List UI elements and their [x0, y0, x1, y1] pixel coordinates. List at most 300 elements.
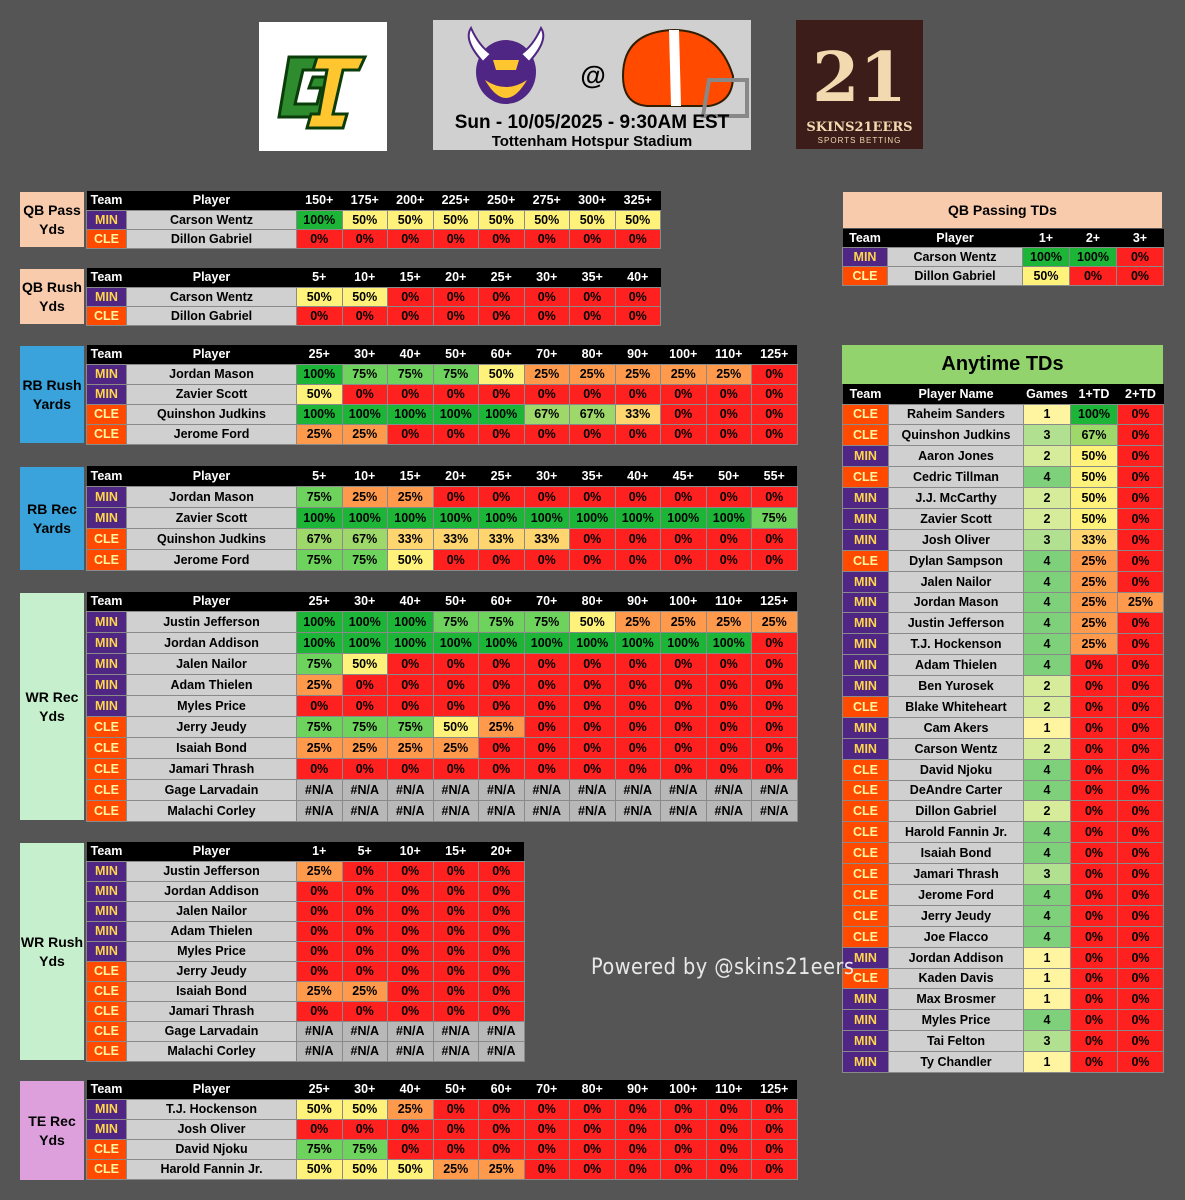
value-cell: 100%: [661, 632, 707, 653]
threshold-header: 35+: [570, 268, 616, 287]
threshold-header: 40+: [388, 345, 434, 364]
value-cell: 50%: [297, 1159, 343, 1179]
table-row: [843, 947, 1164, 968]
value-cell: 75%: [388, 716, 434, 737]
value-cell: 0%: [479, 486, 525, 507]
team-cell: MIN: [87, 486, 127, 507]
value-cell: 0%: [342, 306, 388, 325]
games-cell: 2: [1024, 676, 1071, 697]
value-cell: 67%: [297, 528, 343, 549]
value-cell: 0%: [1118, 989, 1164, 1010]
threshold-header: 3+: [1117, 229, 1164, 247]
table-row: [843, 634, 1164, 655]
team-cell: MIN: [87, 507, 127, 528]
value-cell: 0%: [706, 486, 752, 507]
threshold-header: 90+: [615, 592, 661, 611]
value-cell: 0%: [1118, 1052, 1164, 1073]
player-header: Player: [127, 191, 297, 210]
value-cell: 0%: [342, 384, 388, 404]
player-cell: Jerome Ford: [127, 549, 297, 570]
value-cell: 0%: [1118, 550, 1164, 571]
value-cell: 0%: [570, 1139, 616, 1159]
value-cell: 0%: [706, 1119, 752, 1139]
value-cell: 100%: [297, 632, 343, 653]
value-cell: 50%: [1071, 488, 1118, 509]
value-cell: 0%: [479, 1001, 525, 1021]
value-cell: 0%: [524, 549, 570, 570]
player-cell: Jerome Ford: [127, 424, 297, 444]
wr-rec-grid: [86, 592, 798, 822]
player-cell: Tai Felton: [889, 1031, 1024, 1052]
games-cell: 3: [1024, 425, 1071, 446]
value-cell: 0%: [1118, 738, 1164, 759]
threshold-header: 25+: [297, 592, 343, 611]
value-cell: 0%: [433, 287, 479, 306]
player-cell: Myles Price: [889, 1010, 1024, 1031]
value-cell: 100%: [524, 632, 570, 653]
value-cell: 50%: [570, 210, 616, 229]
value-cell: 33%: [479, 528, 525, 549]
team-cell: MIN: [843, 1052, 889, 1073]
value-cell: 33%: [1071, 529, 1118, 550]
team-header: Team: [87, 466, 127, 486]
rb-rush-label: RB Rush Yards: [19, 345, 85, 444]
value-cell: 50%: [342, 653, 388, 674]
team-cell: MIN: [87, 384, 127, 404]
team-cell: CLE: [843, 550, 889, 571]
games-header: Games: [1024, 384, 1071, 404]
value-cell: 0%: [570, 716, 616, 737]
value-cell: 0%: [433, 981, 479, 1001]
value-cell: 0%: [479, 229, 525, 248]
games-cell: 3: [1024, 1031, 1071, 1052]
value-cell: 75%: [479, 611, 525, 632]
value-cell: 0%: [297, 1001, 343, 1021]
value-cell: 0%: [1118, 676, 1164, 697]
value-cell: 25%: [342, 424, 388, 444]
team-cell: CLE: [87, 961, 127, 981]
value-cell: 0%: [524, 424, 570, 444]
value-cell: 0%: [706, 674, 752, 695]
value-cell: 0%: [661, 424, 707, 444]
value-cell: 0%: [615, 1119, 661, 1139]
threshold-header: 30+: [342, 1080, 388, 1099]
value-cell: 0%: [752, 716, 798, 737]
header-row: [87, 842, 525, 861]
value-cell: 0%: [570, 287, 616, 306]
value-cell: 0%: [570, 653, 616, 674]
table-row: [87, 921, 525, 941]
logo-sub: SPORTS BETTING: [817, 136, 902, 145]
player-cell: J.J. McCarthy: [889, 488, 1024, 509]
value-cell: 0%: [615, 737, 661, 758]
player-cell: Jamari Thrash: [127, 758, 297, 779]
header-row: [843, 384, 1164, 404]
table-row: [87, 1159, 798, 1179]
value-cell: 100%: [615, 632, 661, 653]
value-cell: 25%: [661, 364, 707, 384]
value-cell: 0%: [297, 881, 343, 901]
table-row: [87, 674, 798, 695]
value-cell: 0%: [706, 1099, 752, 1119]
threshold-header: 325+: [615, 191, 661, 210]
value-cell: 0%: [706, 653, 752, 674]
wr-rush-grid: [86, 842, 525, 1062]
value-cell: 0%: [615, 1159, 661, 1179]
threshold-header: 80+: [570, 592, 616, 611]
games-cell: 4: [1024, 467, 1071, 488]
value-cell: 75%: [342, 364, 388, 384]
value-cell: 100%: [1023, 247, 1070, 266]
team-cell: CLE: [843, 780, 889, 801]
value-cell: 0%: [570, 384, 616, 404]
games-cell: 4: [1024, 550, 1071, 571]
value-cell: 0%: [433, 229, 479, 248]
value-cell: 0%: [615, 758, 661, 779]
value-cell: 75%: [342, 716, 388, 737]
vikings-logo-icon: [469, 28, 544, 104]
player-cell: Gage Larvadain: [127, 779, 297, 800]
value-cell: 0%: [433, 901, 479, 921]
value-cell: #N/A: [479, 779, 525, 800]
value-cell: 0%: [524, 1099, 570, 1119]
table-row: [87, 384, 798, 404]
table-row: [843, 989, 1164, 1010]
value-cell: 50%: [342, 1099, 388, 1119]
table-row: [843, 446, 1164, 467]
value-cell: 25%: [615, 611, 661, 632]
player-cell: Blake Whiteheart: [889, 696, 1024, 717]
value-cell: 0%: [388, 1139, 434, 1159]
wr-rec-label: WR Rec Yds: [19, 592, 85, 821]
games-cell: 4: [1024, 905, 1071, 926]
value-cell: 50%: [342, 210, 388, 229]
team-cell: MIN: [87, 632, 127, 653]
value-cell: 100%: [297, 611, 343, 632]
team-cell: CLE: [87, 779, 127, 800]
value-cell: #N/A: [342, 1041, 388, 1061]
player-cell: Jerry Jeudy: [127, 961, 297, 981]
threshold-header: 15+: [388, 466, 434, 486]
value-cell: 0%: [661, 384, 707, 404]
value-cell: 0%: [388, 287, 434, 306]
qb-rush-grid: [86, 268, 661, 326]
games-cell: 4: [1024, 780, 1071, 801]
table-row: [87, 1001, 525, 1021]
value-cell: 0%: [479, 758, 525, 779]
value-cell: 0%: [661, 1099, 707, 1119]
value-cell: 25%: [524, 364, 570, 384]
threshold-header: 175+: [342, 191, 388, 210]
threshold-header: 50+: [433, 592, 479, 611]
player-cell: David Njoku: [889, 759, 1024, 780]
value-cell: 50%: [1071, 446, 1118, 467]
value-cell: 0%: [342, 1001, 388, 1021]
team-cell: CLE: [843, 425, 889, 446]
player-cell: Quinshon Judkins: [127, 528, 297, 549]
player-cell: Harold Fannin Jr.: [127, 1159, 297, 1179]
threshold-header: 125+: [752, 592, 798, 611]
team-cell: CLE: [87, 549, 127, 570]
anytime-tds-grid: [842, 384, 1164, 1073]
value-cell: #N/A: [433, 800, 479, 821]
header-row: [87, 1080, 798, 1099]
table-row: [843, 759, 1164, 780]
threshold-header: 5+: [342, 842, 388, 861]
team-header: Team: [843, 384, 889, 404]
player-cell: Malachi Corley: [127, 1041, 297, 1061]
games-cell: 1: [1024, 404, 1071, 425]
threshold-header: 25+: [297, 345, 343, 364]
value-cell: 0%: [479, 674, 525, 695]
player-cell: Zavier Scott: [127, 507, 297, 528]
value-cell: 0%: [1118, 843, 1164, 864]
table-row: [843, 613, 1164, 634]
threshold-header: 15+: [433, 842, 479, 861]
value-cell: 0%: [524, 695, 570, 716]
skins21eers-logo: [796, 20, 923, 149]
value-cell: 0%: [661, 737, 707, 758]
games-cell: 2: [1024, 488, 1071, 509]
table-row: [87, 981, 525, 1001]
value-cell: 25%: [1118, 592, 1164, 613]
value-cell: 0%: [706, 424, 752, 444]
value-cell: 0%: [615, 528, 661, 549]
table-row: [87, 695, 798, 716]
table-row: [843, 247, 1164, 266]
value-cell: 100%: [433, 632, 479, 653]
value-cell: 0%: [433, 1001, 479, 1021]
games-cell: 4: [1024, 613, 1071, 634]
value-cell: 0%: [433, 1099, 479, 1119]
value-cell: 25%: [1071, 571, 1118, 592]
team-header: Team: [843, 229, 888, 247]
player-cell: Adam Thielen: [889, 655, 1024, 676]
player-cell: Kaden Davis: [889, 968, 1024, 989]
value-cell: 0%: [342, 881, 388, 901]
player-cell: Gage Larvadain: [127, 1021, 297, 1041]
threshold-header: 25+: [297, 1080, 343, 1099]
value-cell: 0%: [1071, 738, 1118, 759]
player-cell: Carson Wentz: [127, 287, 297, 306]
threshold-header: 15+: [388, 268, 434, 287]
player-cell: Adam Thielen: [127, 674, 297, 695]
player-cell: Justin Jefferson: [889, 613, 1024, 634]
rb-rush-grid: [86, 345, 798, 445]
table-row: [87, 961, 525, 981]
value-cell: 0%: [706, 758, 752, 779]
team-cell: MIN: [843, 655, 889, 676]
threshold-header: 70+: [524, 1080, 570, 1099]
threshold-header: 60+: [479, 345, 525, 364]
value-cell: 67%: [1071, 425, 1118, 446]
value-cell: 0%: [479, 287, 525, 306]
value-cell: 75%: [433, 364, 479, 384]
table-row: [87, 779, 798, 800]
team-cell: MIN: [87, 287, 127, 306]
games-cell: 4: [1024, 655, 1071, 676]
value-cell: 0%: [388, 653, 434, 674]
player-cell: Jordan Addison: [889, 947, 1024, 968]
value-cell: 0%: [570, 1099, 616, 1119]
threshold-header: 90+: [615, 345, 661, 364]
value-cell: 0%: [524, 653, 570, 674]
team-cell: CLE: [87, 716, 127, 737]
table-row: [843, 467, 1164, 488]
value-cell: 0%: [479, 424, 525, 444]
value-cell: 0%: [752, 1119, 798, 1139]
threshold-header: 10+: [342, 466, 388, 486]
value-cell: 0%: [479, 737, 525, 758]
value-cell: 0%: [433, 486, 479, 507]
value-cell: 0%: [479, 306, 525, 325]
games-cell: 3: [1024, 864, 1071, 885]
value-cell: 100%: [615, 507, 661, 528]
value-cell: 0%: [1118, 467, 1164, 488]
value-cell: 75%: [752, 507, 798, 528]
value-cell: 100%: [388, 632, 434, 653]
value-cell: 50%: [388, 549, 434, 570]
table-row: [87, 306, 661, 325]
value-cell: 0%: [570, 549, 616, 570]
value-cell: 0%: [524, 737, 570, 758]
value-cell: 50%: [1071, 467, 1118, 488]
value-cell: 0%: [1071, 905, 1118, 926]
threshold-header: 100+: [661, 592, 707, 611]
games-cell: 1: [1024, 947, 1071, 968]
value-cell: #N/A: [297, 779, 343, 800]
games-cell: 1: [1024, 968, 1071, 989]
player-cell: Dillon Gabriel: [889, 801, 1024, 822]
team-cell: CLE: [843, 884, 889, 905]
value-cell: 0%: [1071, 676, 1118, 697]
value-cell: 0%: [570, 229, 616, 248]
value-cell: #N/A: [615, 800, 661, 821]
table-row: [843, 529, 1164, 550]
player-cell: Isaiah Bond: [889, 843, 1024, 864]
player-cell: Myles Price: [127, 695, 297, 716]
game-date: Sun - 10/05/2025 - 9:30AM EST: [454, 112, 730, 133]
value-cell: 0%: [752, 737, 798, 758]
value-cell: 0%: [433, 653, 479, 674]
threshold-header: 10+: [388, 842, 434, 861]
threshold-header: 50+: [433, 345, 479, 364]
value-cell: 0%: [752, 384, 798, 404]
value-cell: 0%: [479, 961, 525, 981]
player-cell: Jerry Jeudy: [889, 905, 1024, 926]
value-cell: 0%: [479, 981, 525, 1001]
value-cell: 0%: [752, 674, 798, 695]
team-cell: MIN: [87, 881, 127, 901]
value-cell: 0%: [297, 921, 343, 941]
player-cell: Zavier Scott: [127, 384, 297, 404]
value-cell: 25%: [342, 737, 388, 758]
player-cell: Zavier Scott: [889, 508, 1024, 529]
game-venue: Tottenham Hotspur Stadium: [491, 133, 693, 150]
table-row: [87, 210, 661, 229]
value-cell: 0%: [570, 737, 616, 758]
value-cell: 33%: [524, 528, 570, 549]
team-cell: CLE: [87, 1021, 127, 1041]
value-cell: 0%: [615, 674, 661, 695]
value-cell: 0%: [433, 961, 479, 981]
player-cell: Jamari Thrash: [889, 864, 1024, 885]
value-cell: 25%: [1071, 613, 1118, 634]
threshold-header: 2+: [1070, 229, 1117, 247]
player-cell: Jordan Mason: [127, 486, 297, 507]
value-cell: 0%: [661, 653, 707, 674]
value-cell: 0%: [1071, 864, 1118, 885]
value-cell: 0%: [433, 941, 479, 961]
threshold-header: 275+: [524, 191, 570, 210]
value-cell: 25%: [433, 1159, 479, 1179]
value-cell: 50%: [1071, 508, 1118, 529]
threshold-header: 150+: [297, 191, 343, 210]
threshold-header: 110+: [706, 345, 752, 364]
value-cell: 0%: [1118, 884, 1164, 905]
table-row: [87, 881, 525, 901]
value-cell: 0%: [388, 674, 434, 695]
value-cell: 0%: [524, 1139, 570, 1159]
value-cell: 0%: [342, 861, 388, 881]
value-cell: 0%: [342, 1119, 388, 1139]
value-cell: 0%: [433, 758, 479, 779]
table-row: [87, 941, 525, 961]
team-cell: MIN: [87, 695, 127, 716]
value-cell: 50%: [342, 287, 388, 306]
value-cell: 0%: [1071, 696, 1118, 717]
threshold-header: 20+: [479, 842, 525, 861]
table-row: [87, 716, 798, 737]
games-cell: 2: [1024, 508, 1071, 529]
value-cell: #N/A: [433, 1041, 479, 1061]
table-row: [87, 1041, 525, 1061]
value-cell: #N/A: [388, 1041, 434, 1061]
value-cell: 0%: [1118, 1010, 1164, 1031]
value-cell: 0%: [1117, 266, 1164, 285]
value-cell: 0%: [1118, 801, 1164, 822]
value-cell: 0%: [433, 306, 479, 325]
team-cell: MIN: [843, 508, 889, 529]
value-cell: 0%: [388, 306, 434, 325]
table-row: [87, 486, 798, 507]
value-cell: 0%: [752, 404, 798, 424]
value-cell: #N/A: [479, 1041, 525, 1061]
value-cell: 0%: [615, 653, 661, 674]
value-cell: 0%: [479, 861, 525, 881]
value-cell: 75%: [297, 716, 343, 737]
threshold-header: 125+: [752, 345, 798, 364]
value-cell: 0%: [752, 695, 798, 716]
table-row: [843, 843, 1164, 864]
value-cell: 0%: [615, 486, 661, 507]
table-row: [87, 287, 661, 306]
value-cell: 0%: [1118, 947, 1164, 968]
value-cell: 25%: [706, 611, 752, 632]
value-cell: 0%: [297, 758, 343, 779]
threshold-header: 200+: [388, 191, 434, 210]
team-cell: MIN: [843, 446, 889, 467]
games-cell: 4: [1024, 843, 1071, 864]
threshold-header: 25+: [479, 466, 525, 486]
value-cell: 0%: [388, 695, 434, 716]
table-row: [843, 655, 1164, 676]
threshold-header: 5+: [297, 268, 343, 287]
value-cell: 25%: [297, 737, 343, 758]
value-cell: 0%: [524, 1119, 570, 1139]
player-cell: Quinshon Judkins: [127, 404, 297, 424]
header-row: [87, 466, 798, 486]
